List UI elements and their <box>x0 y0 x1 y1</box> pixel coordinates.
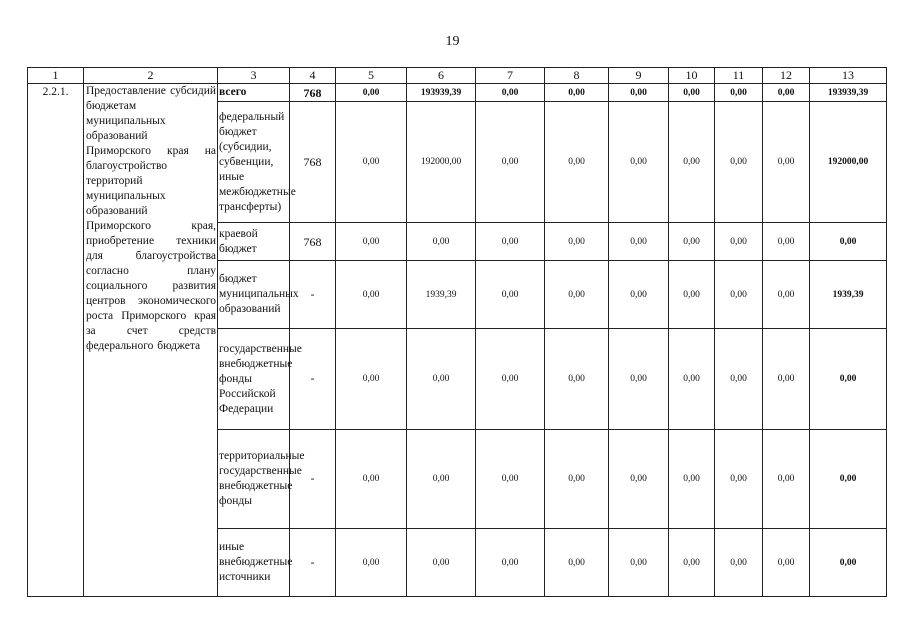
value-cell: 0,00 <box>407 329 476 430</box>
budget-code: 768 <box>290 223 336 261</box>
value-cell: 0,00 <box>715 329 763 430</box>
value-cell: 0,00 <box>476 84 545 102</box>
funding-source: бюджет муниципальных образований <box>218 261 290 329</box>
value-cell: 0,00 <box>476 329 545 430</box>
value-cell: 0,00 <box>609 430 669 529</box>
page-number: 19 <box>445 34 460 49</box>
value-cell-total: 0,00 <box>810 529 887 597</box>
value-cell: 0,00 <box>545 102 609 223</box>
header-cell: 13 <box>810 68 887 84</box>
header-cell: 2 <box>84 68 218 84</box>
value-cell: 0,00 <box>715 430 763 529</box>
value-cell: 0,00 <box>545 329 609 430</box>
value-cell: 0,00 <box>715 84 763 102</box>
value-cell: 0,00 <box>763 329 810 430</box>
value-cell: 0,00 <box>336 329 407 430</box>
budget-code: 768 <box>290 102 336 223</box>
value-cell: 0,00 <box>669 84 715 102</box>
value-cell-total: 0,00 <box>810 430 887 529</box>
value-cell: 0,00 <box>669 102 715 223</box>
budget-code: - <box>290 430 336 529</box>
value-cell-total: 0,00 <box>810 223 887 261</box>
funding-source: территориальные государственные внебюджетные фонды <box>218 430 290 529</box>
value-cell: 0,00 <box>545 223 609 261</box>
value-cell: 193939,39 <box>407 84 476 102</box>
value-cell: 0,00 <box>476 223 545 261</box>
header-cell: 3 <box>218 68 290 84</box>
budget-code: - <box>290 329 336 430</box>
budget-code: - <box>290 261 336 329</box>
value-cell: 0,00 <box>336 102 407 223</box>
table-header-row <box>28 68 887 84</box>
value-cell: 0,00 <box>476 430 545 529</box>
value-cell: 0,00 <box>715 261 763 329</box>
value-cell: 0,00 <box>336 223 407 261</box>
value-cell: 1939,39 <box>407 261 476 329</box>
header-cell: 8 <box>545 68 609 84</box>
value-cell-total: 0,00 <box>810 329 887 430</box>
value-cell: 0,00 <box>476 261 545 329</box>
funding-source: федеральный бюджет (субсидии, субвенции, иные межбюджетные трансферты) <box>218 102 290 223</box>
value-cell: 0,00 <box>609 223 669 261</box>
funding-source: краевой бюджет <box>218 223 290 261</box>
value-cell: 0,00 <box>545 84 609 102</box>
value-cell: 0,00 <box>336 84 407 102</box>
header-cell: 4 <box>290 68 336 84</box>
value-cell-total: 1939,39 <box>810 261 887 329</box>
value-cell: 0,00 <box>715 102 763 223</box>
value-cell: 0,00 <box>669 261 715 329</box>
header-cell: 5 <box>336 68 407 84</box>
table-row <box>28 84 887 102</box>
value-cell: 0,00 <box>609 84 669 102</box>
funding-source: иные внебюджетные источники <box>218 529 290 597</box>
header-cell: 12 <box>763 68 810 84</box>
item-description: Предоставление субсидий бюджетам муниципальных образований Приморского края на благоустройство территорий муниципальных образований Приморского края, приобретение техники для благоустройства согласно плану социального развития центров экономического роста Приморского края за счет средств федерального бюджета <box>84 84 218 597</box>
value-cell: 0,00 <box>669 430 715 529</box>
value-cell: 0,00 <box>545 261 609 329</box>
value-cell: 0,00 <box>476 529 545 597</box>
budget-code: 768 <box>290 84 336 102</box>
value-cell: 0,00 <box>336 529 407 597</box>
value-cell: 0,00 <box>669 529 715 597</box>
budget-code: - <box>290 529 336 597</box>
funding-source: государственные внебюджетные фонды Российской Федерации <box>218 329 290 430</box>
header-cell: 7 <box>476 68 545 84</box>
value-cell: 0,00 <box>407 430 476 529</box>
value-cell: 0,00 <box>407 529 476 597</box>
header-cell: 6 <box>407 68 476 84</box>
funding-source: всего <box>218 84 290 102</box>
value-cell: 0,00 <box>609 261 669 329</box>
value-cell: 0,00 <box>763 84 810 102</box>
value-cell: 0,00 <box>407 223 476 261</box>
value-cell: 0,00 <box>609 102 669 223</box>
value-cell: 0,00 <box>715 223 763 261</box>
value-cell: 192000,00 <box>407 102 476 223</box>
header-cell: 10 <box>669 68 715 84</box>
value-cell: 0,00 <box>669 329 715 430</box>
header-cell: 11 <box>715 68 763 84</box>
value-cell: 0,00 <box>763 223 810 261</box>
item-code: 2.2.1. <box>28 84 84 597</box>
value-cell: 0,00 <box>763 529 810 597</box>
header-cell: 9 <box>609 68 669 84</box>
budget-table <box>27 67 887 597</box>
value-cell: 0,00 <box>715 529 763 597</box>
value-cell: 0,00 <box>669 223 715 261</box>
value-cell: 0,00 <box>336 261 407 329</box>
value-cell: 0,00 <box>545 529 609 597</box>
value-cell: 0,00 <box>763 102 810 223</box>
header-cell: 1 <box>28 68 84 84</box>
value-cell: 0,00 <box>476 102 545 223</box>
value-cell-total: 192000,00 <box>810 102 887 223</box>
value-cell: 0,00 <box>763 261 810 329</box>
value-cell-total: 193939,39 <box>810 84 887 102</box>
value-cell: 0,00 <box>763 430 810 529</box>
value-cell: 0,00 <box>336 430 407 529</box>
value-cell: 0,00 <box>609 529 669 597</box>
value-cell: 0,00 <box>609 329 669 430</box>
value-cell: 0,00 <box>545 430 609 529</box>
